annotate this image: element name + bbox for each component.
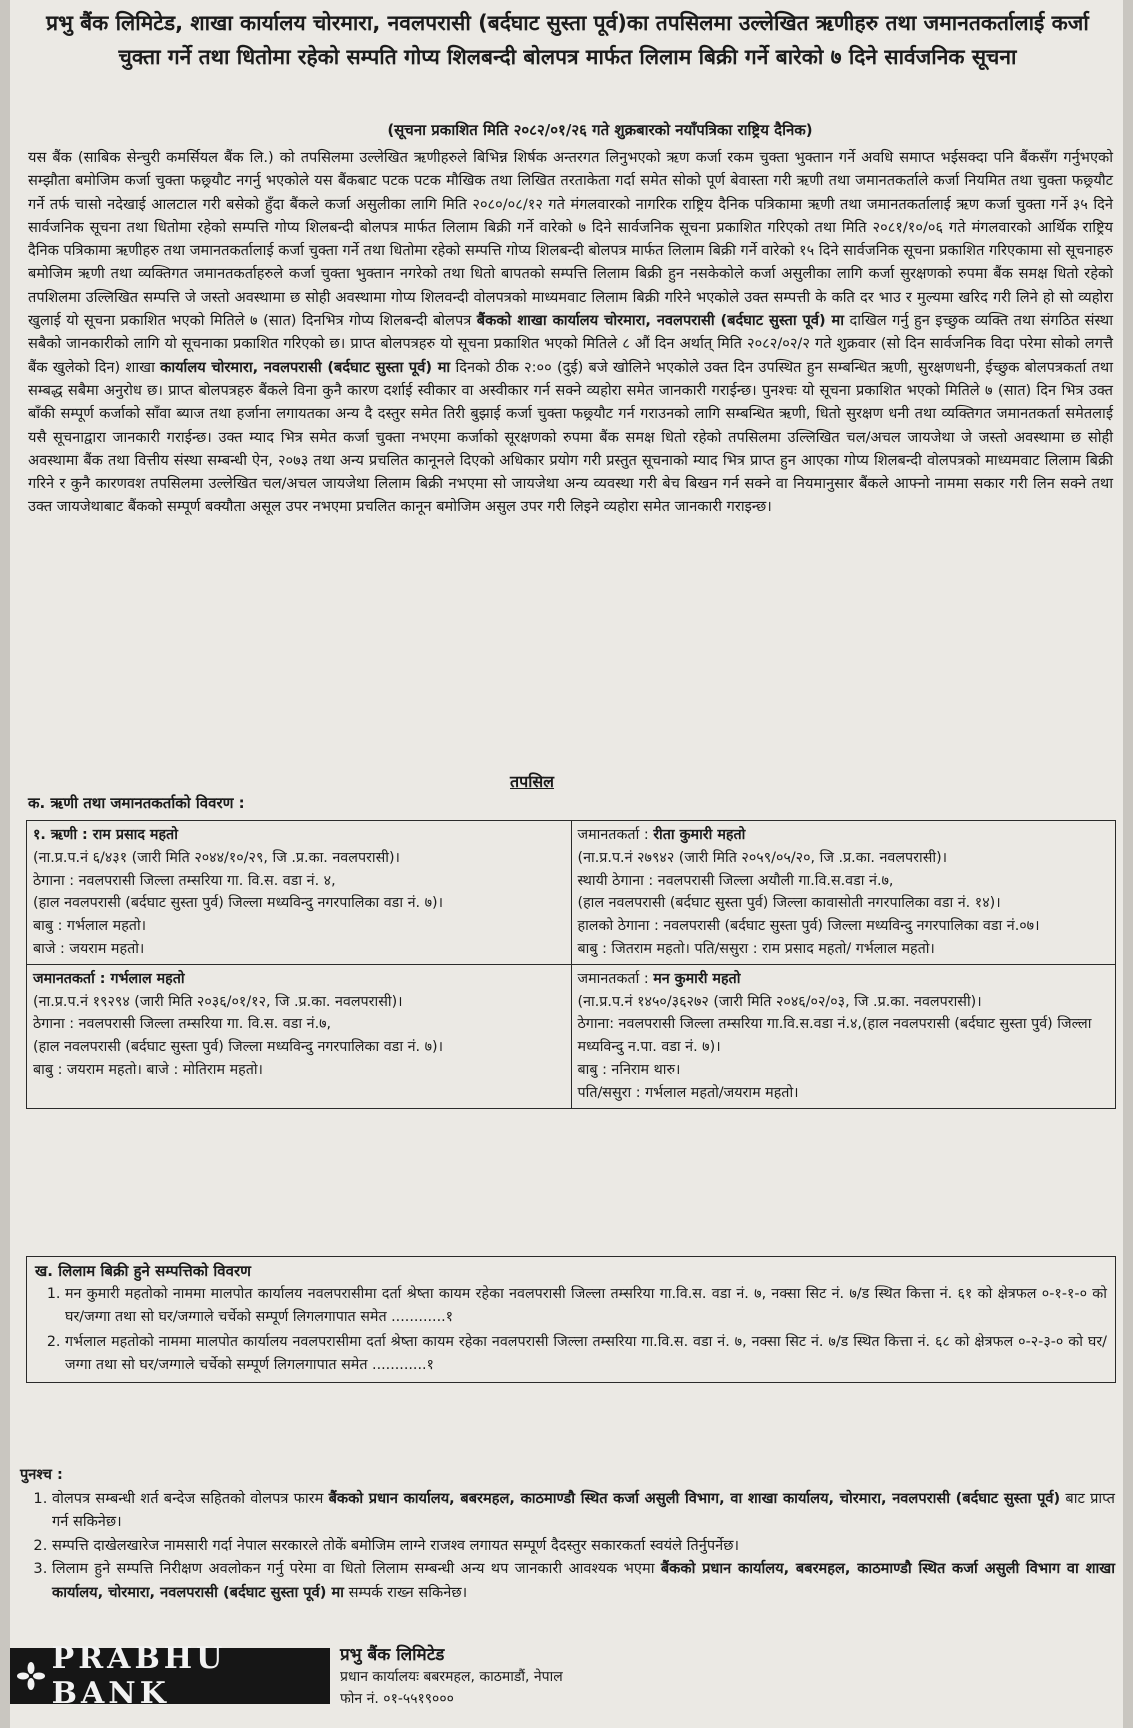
party-line: ठेगाना : नवलपरासी जिल्ला तम्सरिया गा. वि.स. वडा नं. ४, (33, 872, 336, 889)
party-line: ठेगाना : नवलपरासी जिल्ला तम्सरिया गा. वि.स. वडा नं.७, (33, 1016, 332, 1033)
bank-name: प्रभु बैंक लिमिटेड (340, 1645, 445, 1665)
body-bold-1: बैंकको शाखा कार्यालय चोरमारा, नवलपरासी (बर्दघाट सुस्ता पूर्व) मा (476, 312, 845, 330)
party-line: हालको ठेगाना : नवलपरासी (बर्दघाट सुस्ता पुर्व) जिल्ला मध्यविन्दु नगरपालिका वडा नं.०७। (577, 918, 1040, 935)
party-label: जमानतकर्ता : (33, 970, 111, 987)
bank-phone: फोन नं. ०१-५५१९००० (340, 1691, 454, 1707)
party-name: रीता कुमारी महतो (653, 827, 746, 843)
party-line: (ना.प्र.प.नं १४५०/३६२७२ (जारी मिति २०४६/०२/०३, जि .प्र.का. नवलपरासी)। (577, 993, 982, 1010)
party-line: बाबु : जितराम महतो। पति/ससुरा : राम प्रसाद महतो/ गर्भलाल महतो। (577, 940, 935, 957)
postscript-section (20, 1463, 1115, 1604)
note-bold: बैंकको प्रधान कार्यालय, बबरमहल, काठमाण्डौ स्थित कर्जा असुली विभाग, वा शाखा कार्यालय, चोरमारा, नवलपरासी (बर्दघाट सुस्ता पूर्व) (328, 1489, 1061, 1507)
party-line: (ना.प्र.प.नं २७९४२ (जारी मिति २०५९/०५/२०, जि .प्र.का. नवलपरासी)। (577, 849, 948, 866)
postscript-list (20, 1487, 1115, 1605)
party-line: (ना.प्र.प.नं ६/४३१ (जारी मिति २०४४/१०/२९, जि .प्र.का. नवलपरासी)। (33, 849, 400, 866)
publication-date: (सूचना प्रकाशित मिति २०८२/०१/२६ गते शुक्रबारको नयाँपत्रिका राष्ट्रिय दैनिक) (387, 121, 813, 139)
note-text: लिलाम हुने सम्पत्ति निरीक्षण अवलोकन गर्नु परेमा वा धितो लिलाम सम्बन्धी अन्य थप जानकारी आवश्यक भएमा (52, 1560, 661, 1577)
newspaper-notice (10, 0, 1123, 1728)
party-line: बाजे : जयराम महतो। (33, 940, 145, 957)
postscript-heading: पुनश्च : (20, 1466, 63, 1483)
party-cell (27, 964, 572, 1108)
bank-emblem-icon (10, 1653, 52, 1699)
party-name: गर्भलाल महतो (110, 970, 185, 987)
body-text-3: दिनको ठीक २:०० (दुई) बजे खोलिने भएकोले उक्त दिन उपस्थित हुन सम्बन्धित ऋणी, सुरक्षणधनी, ईच्छुक बोलपत्रकर्ता तथा सम्बद्ध सबैमा अनुरोध छ। प्राप्त बोलपत्रहरु बैंकले विना कुनै कारण दर्शाई स्वीकार वा अस्वीकार गर्न सक्ने व्यहोरा समेत जानकारी गराईन्छ। पुनश्चः यो सूचना प्रकाशित भएको मितिले ७ (सात) दिन भित्र उक्त बाँकी सम्पूर्ण कर्जाको साँवा ब्याज तथा हर्जाना लगायतका अन्य दै दस्तुर समेत तिरी बुझाई कर्जा चुक्ता फछ्र्यौट गर्न गराउनको लागि सम्बन्धित ऋणी, धितो सुरक्षण धनी तथा व्यक्तिगत जमानतकर्ता समेतलाई यसै सूचनाद्वारा जानकारी गराईन्छ। उक्त म्याद भित्र समेत कर्जा चुक्ता नभएमा कर्जाको सूरक्षणको रुपमा बैंक समक्ष धितो रहेको तपसिलमा उल्लिखित चल/अचल जायजेथा जे जस्तो अवस्थामा छ सोही अवस्थामा बैंक तथा वित्तीय संस्था सम्बन्धी ऐन, २०७३ तथा अन्य प्रचलित कानूनले दिएको अधिकार प्रयोग गरी प्रस्तुत सूचनाको म्याद भित्र प्राप्त हुन आएका गोप्य शिलबन्दी वोलपत्रको माध्यमवाट लिलाम बिक्री गरिने र कुनै कारणवश तपसिलमा उल्लेखित चल/अचल जायजेथा लिलाम बिक्री नभएमा सो जायजेथा अन्य व्यवस्था गरी बेच बिखन गर्न सक्ने वा नियमानुसार बैंकले आफ्नो नाममा सकार गरी लिन सक्ने तथा उक्त जायजेथाबाट बैंकको सम्पूर्ण बक्यौता असूल उपर नभएमा प्रचलित कानून बमोजिम असुल उपर गरी लिइने व्यहोरा समेत जानकारी गराइन्छ। (28, 358, 1113, 516)
section-ka-heading: क. ऋणी तथा जमानतकर्ताको विवरण : (28, 794, 245, 812)
logo-text: PRABHU BANK (51, 1641, 227, 1711)
party-line: (हाल नवलपरासी (बर्दघाट सुस्ता पुर्व) जिल्ला मध्यविन्दु नगरपालिका वडा नं. ७)। (33, 895, 444, 912)
party-line: बाबु : ननिराम थारु। (577, 1061, 681, 1078)
property-item: 2. गर्भलाल महतोको नाममा मालपोत कार्यालय नवलपरासीमा दर्ता श्रेष्ता कायम रहेका नवलपरासी जिल्ला तम्सरिया गा.वि.स. वडा नं. ७, नक्सा सिट नं. ७/ड स्थित कित्ता नं. ६८ को क्षेत्रफल ०-२-३-० को घर/जग्गा तथा सो घर/जग्गाले चर्चेको सम्पूर्ण लिगलगापात समेत ............१ (65, 1331, 1107, 1377)
party-label: जमानतकर्ता : (577, 827, 654, 843)
schedule-heading: तपसिल (510, 772, 555, 791)
footer (10, 1640, 1123, 1728)
note-text: वोलपत्र सम्बन्धी शर्त बन्देज सहितको वोलपत्र फारम (52, 1489, 329, 1507)
party-line: स्थायी ठेगाना : नवलपरासी जिल्ला अयौली गा.वि.स.वडा नं.७, (577, 872, 894, 889)
bank-address: प्रधान कार्यालयः बबरमहल, काठमाडौं, नेपाल (340, 1669, 563, 1685)
notice-body (28, 146, 1113, 519)
party-line: (हाल नवलपरासी (बर्दघाट सुस्ता पुर्व) जिल्ला मध्यविन्दु नगरपालिका वडा नं. ७)। (33, 1039, 444, 1056)
notice-title: प्रभु बैंक लिमिटेड, शाखा कार्यालय चोरमारा, नवलपरासी (बर्दघाट सुस्ता पूर्व)का तपसिलमा उल्लेखित ऋणीहरु तथा जमानतकर्तालाई कर्जा चुक्ता गर्ने तथा धितोमा रहेको सम्पति गोप्य शिलबन्दी बोलपत्र मार्फत लिलाम बिक्री गर्ने बारेको ७ दिने सार्वजनिक सूचना (46, 11, 1089, 69)
party-name: मन कुमारी महतो (653, 970, 741, 987)
parties-table (26, 820, 1116, 1109)
party-line: पति/ससुरा : गर्भलाल महतो/जयराम महतो। (577, 1084, 799, 1101)
prabhu-bank-logo (10, 1641, 330, 1711)
body-bold-2: कार्यालय चोरमारा, नवलपरासी (बर्दघाट सुस्ता पूर्व) मा (160, 358, 451, 376)
party-label: १. ऋणी : (33, 827, 93, 843)
party-line: बाबु : जयराम महतो। बाजे : मोतिराम महतो। (33, 1061, 263, 1078)
party-label: जमानतकर्ता : (577, 970, 654, 987)
party-line: (हाल नवलपरासी (बर्दघाट सुस्ता पुर्व) जिल्ला कावासोती नगरपालिका वडा नं. १४)। (577, 895, 1001, 912)
note-text: सम्पत्ति दाखेलखारेज नामसारी गर्दा नेपाल सरकारले तोकें बमोजिम लाग्ने राजश्व लगायत सम्पूर्ण दैदस्तुर सकारकर्ता स्वयंले तिर्नुपर्नेछ। (52, 1536, 740, 1554)
note-text: सम्पर्क राख्न सकिनेछ। (343, 1583, 468, 1601)
property-list (35, 1283, 1107, 1377)
body-text-2: दाखिल गर्नु हुन इच्छुक व्यक्ति तथा संगठित संस्था सबैको जानकारीको लागि यो सूचनाका प्रकाशित गरिएको छ। प्राप्त बोलपत्रहरु यो सूचना प्रकाशित भएको मितिले ८ औं दिन अर्थात् मिति २०८२/०२/२ गते शुक्रवार (सो दिन सार्वजनिक विदा परेमा सोको लगत्तै बैंक खुलेको दिन) शाखा (28, 312, 1113, 376)
note-bold: बैंकको प्रधान कार्यालय, बबरमहल, काठमाण्डौ स्थित कर्जा असुली विभाग वा शाखा कार्यालय, चोरमारा, नवलपरासी (बर्दघाट सुस्ता पूर्व) मा (52, 1560, 1115, 1601)
party-line: (ना.प्र.प.नं १९२९४ (जारी मिति २०३६/०१/१२, जि .प्र.का. नवलपरासी)। (33, 993, 403, 1010)
party-name: राम प्रसाद महतो (92, 827, 178, 843)
postscript-item (52, 1557, 1115, 1604)
party-cell (571, 964, 1116, 1108)
property-item: 1. मन कुमारी महतोको नाममा मालपोत कार्यालय नवलपरासीमा दर्ता श्रेष्ता कायम रहेका नवलपरासी जिल्ला तम्सरिया गा.वि.स. वडा नं. ७, नक्सा सिट नं. ७/ड स्थित कित्ता नं. ६१ को क्षेत्रफल ०-१-१-० को घर/जग्गा तथा सो घर/जग्गाले चर्चेको सम्पूर्ण लिगलगापात समेत ............१ (65, 1283, 1107, 1329)
party-line: ठेगाना: नवलपरासी जिल्ला तम्सरिया गा.वि.स.वडा नं.४,(हाल नवलपरासी (बर्दघाट सुस्ता पुर्व) जिल्ला मध्यविन्दु न.पा. वडा नं. ७)। (577, 1016, 1092, 1056)
postscript-item (52, 1534, 1115, 1558)
section-kha-heading: ख. लिलाम बिक्री हुने सम्पत्तिको विवरण (35, 1262, 251, 1280)
party-line: बाबु : गर्भलाल महतो। (33, 918, 147, 935)
party-cell (27, 821, 572, 965)
property-section (26, 1256, 1116, 1383)
party-cell (571, 821, 1116, 965)
postscript-item (52, 1487, 1115, 1534)
bank-contact (340, 1644, 563, 1710)
body-text-1: यस बैंक (साबिक सेन्चुरी कमर्सियल बैंक लि.) को तपसिलमा उल्लेखित ऋणीहरुले बिभिन्न शिर्षक अन्तरगत लिनुभएको ऋण कर्जा रकम चुक्ता भुक्तान गर्ने अवधि समाप्त भईसक्दा पनि बैंकसँग गर्नुभएको सम्झौता बमोजिम कर्जा चुक्ता फछ्र्यौट नगर्नु भएकोले यस बैंकबाट पटक पटक मौखिक तथा लिखित तरताकेता गर्दा समेत सोको पूर्ण बेवास्ता गरी ऋणी तथा जमानतकर्ताले कर्जा नियमित तथा चुक्ता फछ्र्यौट गर्ने तर्फ चासो नदेखाई आलटाल गरी बसेको हुँदा बैंकले कर्जा असुलीका लागि मिति २०८०/०८/१२ गते मंगलवारको नागरिक राष्ट्रिय दैनिक पत्रिकामा ऋणी तथा जमानतकर्तालाई ऋण कर्जा चुक्ता गर्ने ३५ दिने सार्वजनिक सूचना तथा धितोमा रहेको सम्पत्ति गोप्य शिलबन्दी बोलपत्र मार्फत लिलाम बिक्री गर्ने वारेको ७ दिने सार्वजनिक सूचना प्रकाशित गरिएको तथा मिति २०८१/१०/०६ गते मंगलवारको आर्थिक राष्ट्रिय दैनिक पत्रिकामा ऋणीहरु तथा जमानतकर्तालाई कर्जा चुक्ता गर्ने तथा धितोमा रहेको सम्पत्ति गोप्य शिलबन्दी बोलपत्र मार्फत लिलाम बिक्री गर्ने वारेको १५ दिने सार्वजनिक सूचना प्रकाशित गरिएकामा सो सूचनाहरु बमोजिम ऋणी तथा व्यक्तिगत जमानतकर्ताहरुले कर्जा चुक्ता भुक्तान नगरेको तथा धितो बापतको सम्पत्ति लिलाम बिक्री हुन नसकेकोले कर्जा असुलीका लागि कर्जा सुरक्षणको रुपमा बैंक समक्ष धितो रहेको तपशिलमा उल्लिखित सम्पत्ति जे जस्तो अवस्थामा छ सोही अवस्थामा गोप्य शिलवन्दी वोलपत्रको माध्यमवाट लिलाम बिक्री गरिने भएकोले उक्त सम्पत्ती के कति दर भाउ र मुल्यमा खरिद गरी लिने हो सो व्यहोरा खुलाई यो सूचना प्रकाशित भएको मितिले ७ (सात) दिनभित्र गोप्य शिलबन्दी बोलपत्र (28, 149, 1113, 330)
note-text: बाट प्राप्त गर्न सकिनेछ। (52, 1489, 1115, 1530)
